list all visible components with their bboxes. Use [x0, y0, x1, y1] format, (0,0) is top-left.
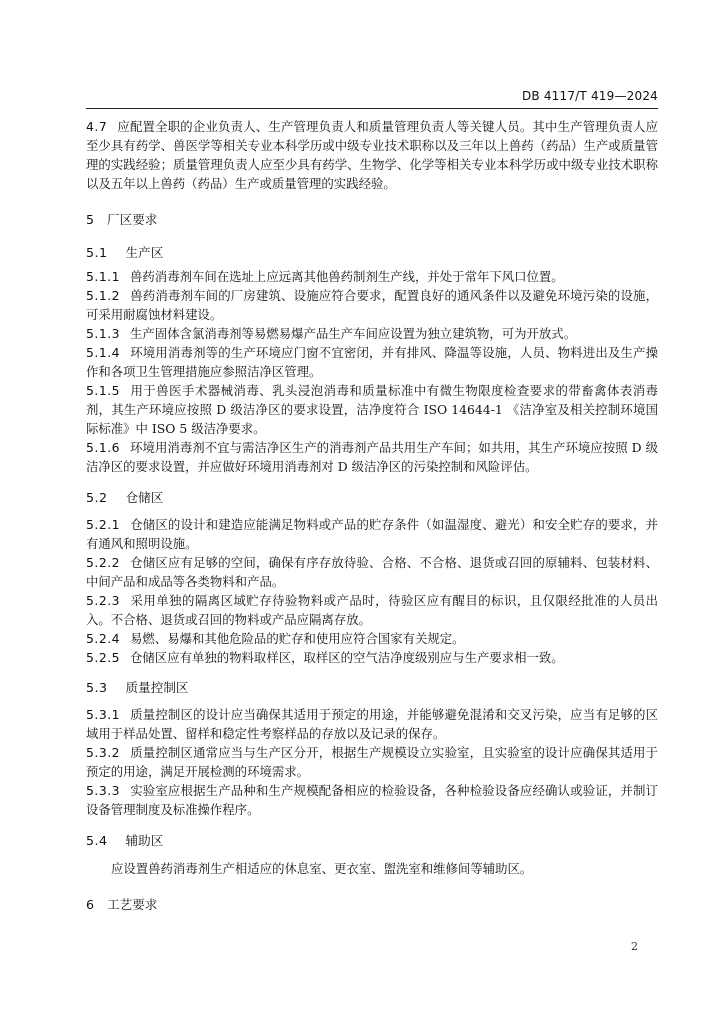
clause-5-2-1: [86, 515, 658, 553]
clause-5-1-4: [86, 343, 658, 381]
clause-text: 兽药消毒剂车间在选址上应远离其他兽药制剂生产线，并处于常年下风口位置。: [130, 269, 564, 284]
clause-number: 5.2.3: [86, 593, 121, 608]
clause-text: 质量控制区通常应当与生产区分开，根据生产规模设立实验室，且实验室的设计应确保其适用于预定的用途，满足开展检测的环境需求。: [86, 745, 658, 779]
clause-number: 4.7: [86, 119, 108, 134]
clause-5-3-1: [86, 705, 658, 743]
section-number: 6: [86, 897, 95, 912]
clause-text: 实验室应根据生产品种和生产规模配备相应的检验设备，各种检验设备应经确认或验证，并制订设备管理制度及标准操作程序。: [86, 783, 658, 817]
clause-text: 兽药消毒剂车间的厂房建筑、设施应符合要求，配置良好的通风条件以及避免环境污染的设施，可采用耐腐蚀材料建设。: [86, 288, 658, 322]
clause-5-1-3: [86, 324, 658, 343]
section-6-heading: [86, 895, 658, 914]
clause-5-2-4: [86, 629, 658, 648]
clause-number: 5.2.1: [86, 517, 121, 532]
section-title: 仓储区: [125, 490, 164, 505]
section-title: 辅助区: [125, 833, 164, 848]
section-title: 质量控制区: [125, 680, 189, 695]
clause-number: 5.1.2: [86, 288, 121, 303]
section-5-heading: [86, 210, 658, 229]
section-5-3-heading: [86, 678, 658, 697]
clause-text: 易燃、易爆和其他危险品的贮存和使用应符合国家有关规定。: [130, 631, 465, 646]
clause-5-3-3: [86, 781, 658, 819]
document-body: [86, 117, 658, 914]
clause-number: 5.3.3: [86, 783, 121, 798]
clause-5-3-2: [86, 743, 658, 781]
clause-4-7: [86, 117, 658, 193]
clause-text: 仓储区的设计和建造应能满足物料或产品的贮存条件（如温湿度、避光）和安全贮存的要求，并有通风和照明设施。: [86, 517, 658, 551]
section-number: 5.2: [86, 490, 108, 505]
clause-5-2-2: [86, 553, 658, 591]
clause-5-4: [86, 859, 658, 878]
clause-text: 环境用消毒剂等的生产环境应门窗不宜密闭，并有排风、降温等设施，人员、物料进出及生产操作和各项卫生管理措施应参照洁净区管理。: [86, 345, 658, 379]
clause-number: 5.2.4: [86, 631, 121, 646]
clause-text: 生产固体含氯消毒剂等易燃易爆产品生产车间应设置为独立建筑物，可为开放式。: [130, 326, 577, 341]
clause-5-2-3: [86, 591, 658, 629]
section-5-2-heading: [86, 488, 658, 507]
clause-number: 5.2.2: [86, 555, 121, 570]
clause-number: 5.3.1: [86, 707, 121, 722]
clause-5-1-1: [86, 267, 658, 286]
clause-5-2-5: [86, 648, 658, 667]
clause-5-1-6: [86, 438, 658, 476]
clause-text: 仓储区应有单独的物料取样区，取样区的空气洁净度级别应与生产要求相一致。: [130, 650, 564, 665]
clause-text: 质量控制区的设计应当确保其适用于预定的用途，并能够避免混淆和交叉污染，应当有足够的区域用于样品处置、留样和稳定性考察样品的存放以及记录的保存。: [86, 707, 658, 741]
clause-number: 5.1.5: [86, 383, 121, 398]
header-rule: [86, 108, 658, 109]
section-number: 5.3: [86, 680, 108, 695]
clause-number: 5.1.1: [86, 269, 121, 284]
clause-number: 5.1.6: [86, 440, 121, 455]
clause-text: 仓储区应有足够的空间，确保有序存放待验、合格、不合格、退货或召回的原辅料、包装材料、中间产品和成品等各类物料和产品。: [86, 555, 658, 589]
section-title: 生产区: [125, 245, 164, 260]
clause-number: 5.1.3: [86, 326, 121, 341]
clause-text: 应配置全职的企业负责人、生产管理负责人和质量管理负责人等关键人员。其中生产管理负责人应至少具有药学、兽医学等相关专业本科学历或中级专业技术职称以及三年以上兽药（药品）生产或质量管理的实践经验；质量管理负责人应至少具有药学、生物学、化学等相关专业本科学历或中级专业技术职称以及五年以上兽药（药品）生产或质量管理的实践经验。: [86, 119, 658, 191]
clause-text: 用于兽医手术器械消毒、乳头浸泡消毒和质量标准中有微生物限度检查要求的带畜禽体表消毒剂，其生产环境应按照 D 级洁净区的要求设置，洁净度符合 ISO 14644-1 《洁净室及相关控制环境国际标准》中 ISO 5 级洁净要求。: [86, 383, 658, 436]
clause-number: 5.2.5: [86, 650, 121, 665]
page-number: 2: [631, 940, 638, 953]
clause-5-1-5: [86, 381, 658, 438]
clause-number: 5.1.4: [86, 345, 121, 360]
section-5-1-heading: [86, 243, 658, 262]
clause-text: 环境用消毒剂不宜与需洁净区生产的消毒剂产品共用生产车间；如共用，其生产环境应按照 D 级洁净区的要求设置，并应做好环境用消毒剂对 D 级洁净区的污染控制和风险评估。: [86, 440, 658, 474]
section-number: 5: [86, 212, 95, 227]
section-number: 5.1: [86, 245, 108, 260]
clause-text: 采用单独的隔离区域贮存待验物料或产品时，待验区应有醒目的标识，且仅限经批准的人员出入。不合格、退货或召回的物料或产品应隔离存放。: [86, 593, 658, 627]
section-number: 5.4: [86, 833, 108, 848]
clause-5-1-2: [86, 286, 658, 324]
clause-text: 应设置兽药消毒剂生产相适应的休息室、更衣室、盥洗室和维修间等辅助区。: [111, 861, 533, 876]
document-id: DB 4117/T 419—2024: [521, 89, 658, 103]
section-title: 厂区要求: [107, 212, 158, 227]
section-5-4-heading: [86, 831, 658, 850]
section-title: 工艺要求: [107, 897, 158, 912]
clause-number: 5.3.2: [86, 745, 121, 760]
